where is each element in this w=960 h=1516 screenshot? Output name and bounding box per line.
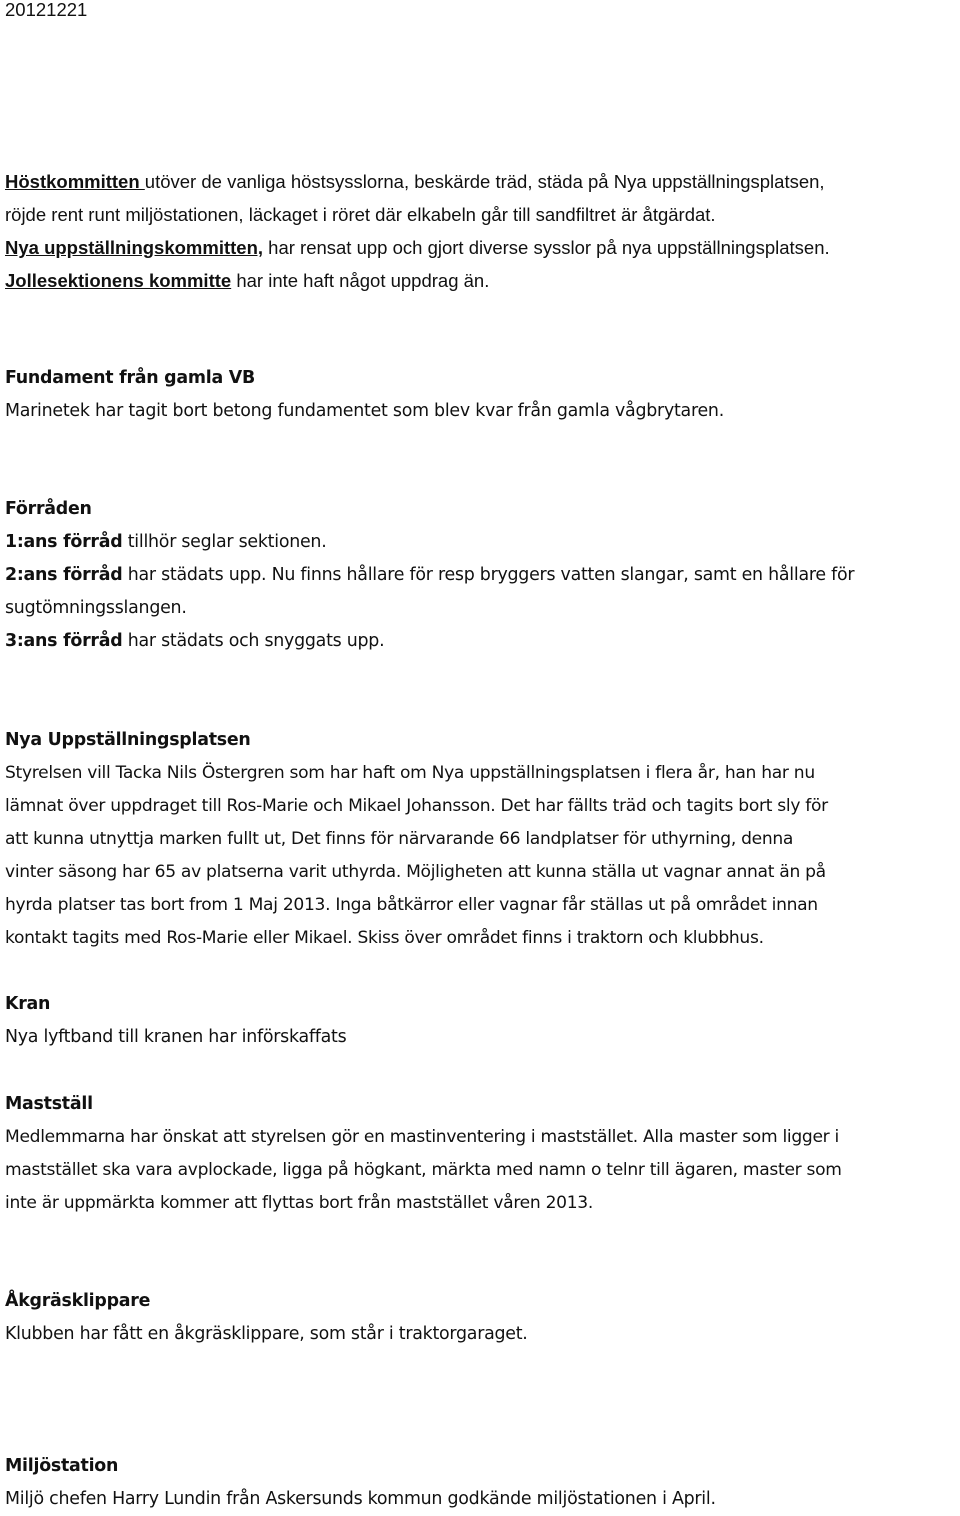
- akgrasklippare-heading: Åkgräsklippare: [5, 1291, 151, 1311]
- mastall-line: maststället ska vara avplockade, ligga på högkant, märkta med namn o telnr till ägaren, master som: [5, 1160, 842, 1180]
- nya-uppstallningsplatsen-line: lämnat över uppdraget till Ros-Marie och Mikael Johansson. Det har fällts träd och tagits bort sly för: [5, 796, 828, 816]
- mastall-line: Medlemmarna har önskat att styrelsen gör en mastinventering i maststället. Alla master som ligger i: [5, 1127, 839, 1147]
- nya-uppstallningskommitten-title: Nya uppställningskommitten,: [5, 237, 264, 258]
- forraden-heading: Förråden: [5, 499, 92, 519]
- forrad-1-label: 1:ans förråd: [5, 532, 123, 552]
- kran-text: Nya lyftband till kranen har införskaffats: [5, 1027, 347, 1047]
- hostkommitten-title: Höstkommitten: [5, 171, 145, 192]
- forrad-2-label: 2:ans förråd: [5, 565, 123, 585]
- forrad-2-line: [5, 559, 854, 592]
- hostkommitten-text: utöver de vanliga höstsysslorna, beskärde träd, städa på Nya uppställningsplatsen,: [144, 171, 825, 192]
- nya-uppstallningskommitten-text: har rensat upp och gjort diverse sysslor på nya uppställningsplatsen.: [263, 237, 830, 258]
- miljostation-heading: Miljöstation: [5, 1456, 119, 1476]
- nya-uppstallningskommitten-line: [5, 231, 830, 264]
- fundament-heading: Fundament från gamla VB: [5, 368, 255, 388]
- forrad-2-text: har städats upp. Nu finns hållare för resp bryggers vatten slangar, samt en hållare för: [122, 565, 855, 585]
- document-date: 20121221: [5, 0, 88, 20]
- jollesektionen-text: har inte haft något uppdrag än.: [231, 270, 490, 291]
- forrad-1-line: [5, 526, 326, 559]
- jollesektionen-line: [5, 264, 489, 297]
- forrad-3-line: [5, 625, 384, 658]
- mastall-heading: Mastställ: [5, 1094, 93, 1114]
- nya-uppstallningsplatsen-line: vinter säsong har 65 av platserna varit uthyrda. Möjligheten att kunna ställa ut vagnar annat än på: [5, 862, 826, 882]
- forrad-1-text: tillhör seglar sektionen.: [122, 532, 327, 552]
- hostkommitten-line-1: [5, 165, 825, 198]
- kran-heading: Kran: [5, 994, 51, 1014]
- nya-uppstallningsplatsen-line: Styrelsen vill Tacka Nils Östergren som har haft om Nya uppställningsplatsen i flera år, han har nu: [5, 763, 815, 783]
- hostkommitten-line-2: röjde rent runt miljöstationen, läckaget i röret där elkabeln går till sandfiltret är åtgärdat.: [5, 204, 716, 225]
- forrad-2-continuation: sugtömningsslangen.: [5, 598, 187, 618]
- forrad-3-text: har städats och snyggats upp.: [122, 631, 385, 651]
- nya-uppstallningsplatsen-line: att kunna utnyttja marken fullt ut, Det finns för närvarande 66 landplatser för uthyrning, denna: [5, 829, 794, 849]
- mastall-line: inte är uppmärkta kommer att flyttas bort från maststället våren 2013.: [5, 1193, 594, 1213]
- fundament-text: Marinetek har tagit bort betong fundamentet som blev kvar från gamla vågbrytaren.: [5, 401, 724, 421]
- jollesektionen-title: Jollesektionens kommitte: [5, 270, 232, 291]
- nya-uppstallningsplatsen-line: kontakt tagits med Ros-Marie eller Mikael. Skiss över området finns i traktorn och klubbhus.: [5, 928, 764, 948]
- nya-uppstallningsplatsen-line: hyrda platser tas bort from 1 Maj 2013. Inga båtkärror eller vagnar får ställas ut på området innan: [5, 895, 818, 915]
- miljostation-text: Miljö chefen Harry Lundin från Askersunds kommun godkände miljöstationen i April.: [5, 1489, 716, 1509]
- akgrasklippare-text: Klubben har fått en åkgräsklippare, som står i traktorgaraget.: [5, 1324, 528, 1344]
- forrad-3-label: 3:ans förråd: [5, 631, 123, 651]
- nya-uppstallningsplatsen-heading: Nya Uppställningsplatsen: [5, 730, 251, 750]
